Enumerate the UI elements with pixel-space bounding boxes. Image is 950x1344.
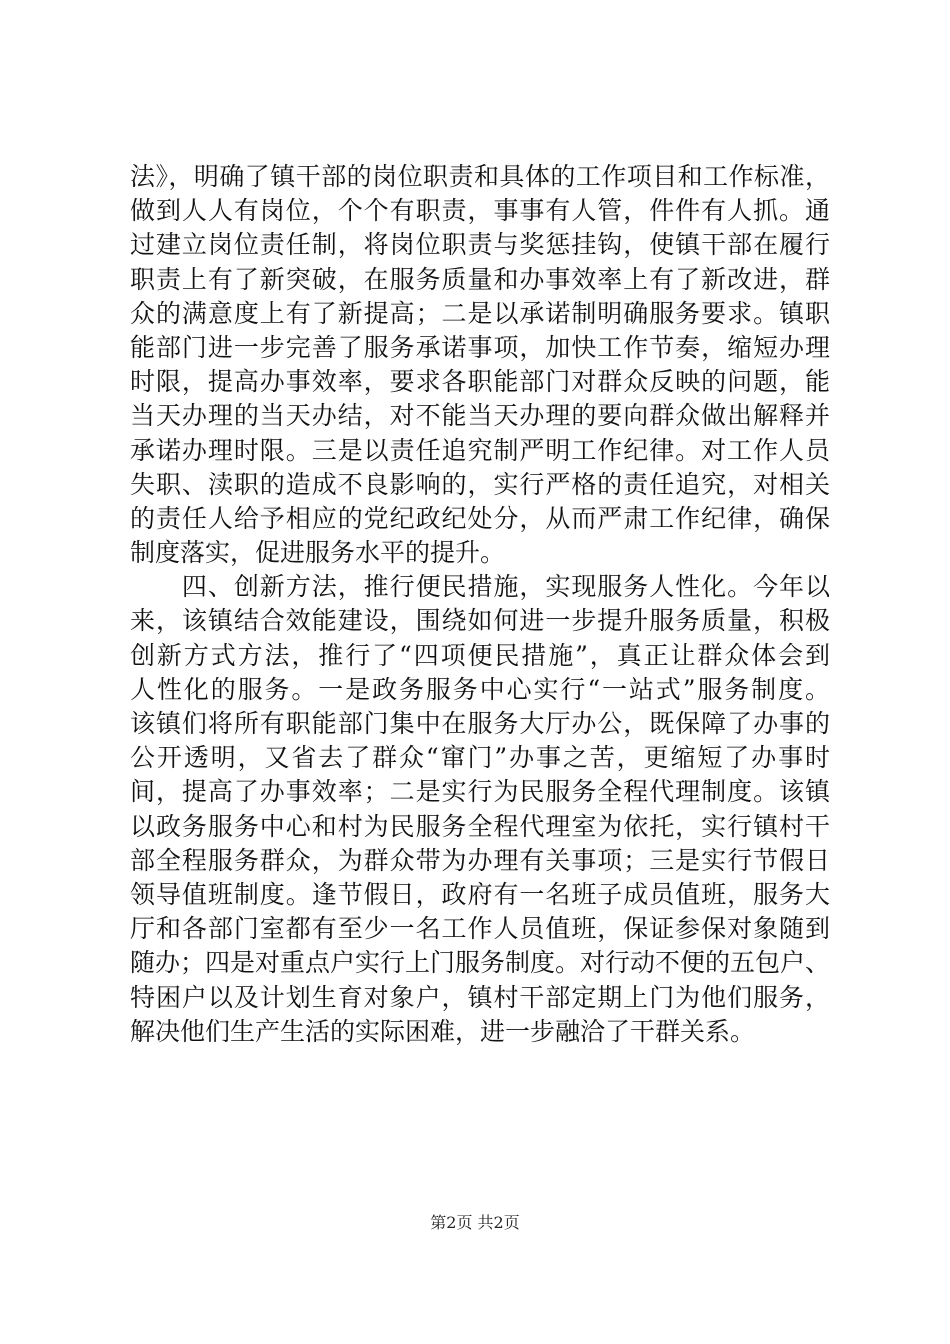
text-line: 失职、渎职的造成不良影响的，实行严格的责任追究，对相关	[130, 469, 830, 499]
text-line: 来，该镇结合效能建设，围绕如何进一步提升服务质量，积极	[130, 606, 830, 636]
text-line: 做到人人有岗位，个个有职责，事事有人管，件件有人抓。通	[130, 196, 830, 226]
text-line: 厅和各部门室都有至少一名工作人员值班，保证参保对象随到	[130, 914, 830, 944]
text-line: 间，提高了办事效率；二是实行为民服务全程代理制度。该镇	[130, 777, 830, 807]
text-line: 能部门进一步完善了服务承诺事项，加快工作节奏，缩短办理	[130, 332, 830, 362]
text-line: 解决他们生产生活的实际困难，进一步融洽了干群关系。	[130, 1016, 756, 1046]
text-line: 过建立岗位责任制，将岗位职责与奖惩挂钩，使镇干部在履行	[130, 230, 830, 260]
text-line: 当天办理的当天办结，对不能当天办理的要向群众做出解释并	[130, 401, 830, 431]
text-line: 时限，提高办事效率，要求各职能部门对群众反映的问题，能	[130, 367, 830, 397]
text-line: 公开透明，又省去了群众“窜门”办事之苦，更缩短了办事时	[130, 743, 830, 773]
text-line: 承诺办理时限。三是以责任追究制严明工作纪律。对工作人员	[130, 435, 830, 465]
text-line: 该镇们将所有职能部门集中在服务大厅办公，既保障了办事的	[130, 709, 830, 738]
text-line: 以政务服务中心和村为民服务全程代理室为依托，实行镇村干	[130, 811, 830, 841]
document-body	[130, 160, 830, 1049]
text-line: 职责上有了新突破，在服务质量和办事效率上有了新改进，群	[130, 264, 830, 294]
text-line: 部全程服务群众，为群众带为办理有关事项；三是实行节假日	[130, 845, 830, 875]
text-line: 法》，明确了镇干部的岗位职责和具体的工作项目和工作标准，	[130, 162, 830, 191]
text-line: 创新方式方法，推行了“四项便民措施”，真正让群众体会到	[130, 640, 830, 670]
page-number-footer: 第2页 共2页	[430, 1213, 520, 1232]
text-line: 特困户以及计划生育对象户，镇村干部定期上门为他们服务，	[130, 982, 830, 1012]
text-line: 众的满意度上有了新提高；二是以承诺制明确服务要求。镇职	[130, 298, 830, 328]
text-line: 随办；四是对重点户实行上门服务制度。对行动不便的五包户、	[130, 948, 831, 978]
text-line: 领导值班制度。逢节假日，政府有一名班子成员值班，服务大	[130, 879, 830, 909]
text-line: 人性化的服务。一是政务服务中心实行“一站式”服务制度。	[130, 674, 830, 704]
text-line: 制度落实，促进服务水平的提升。	[130, 538, 506, 568]
text-line: 四、创新方法，推行便民措施，实现服务人性化。今年以	[130, 572, 830, 602]
text-line: 的责任人给予相应的党纪政纪处分，从而严肃工作纪律，确保	[130, 503, 830, 533]
